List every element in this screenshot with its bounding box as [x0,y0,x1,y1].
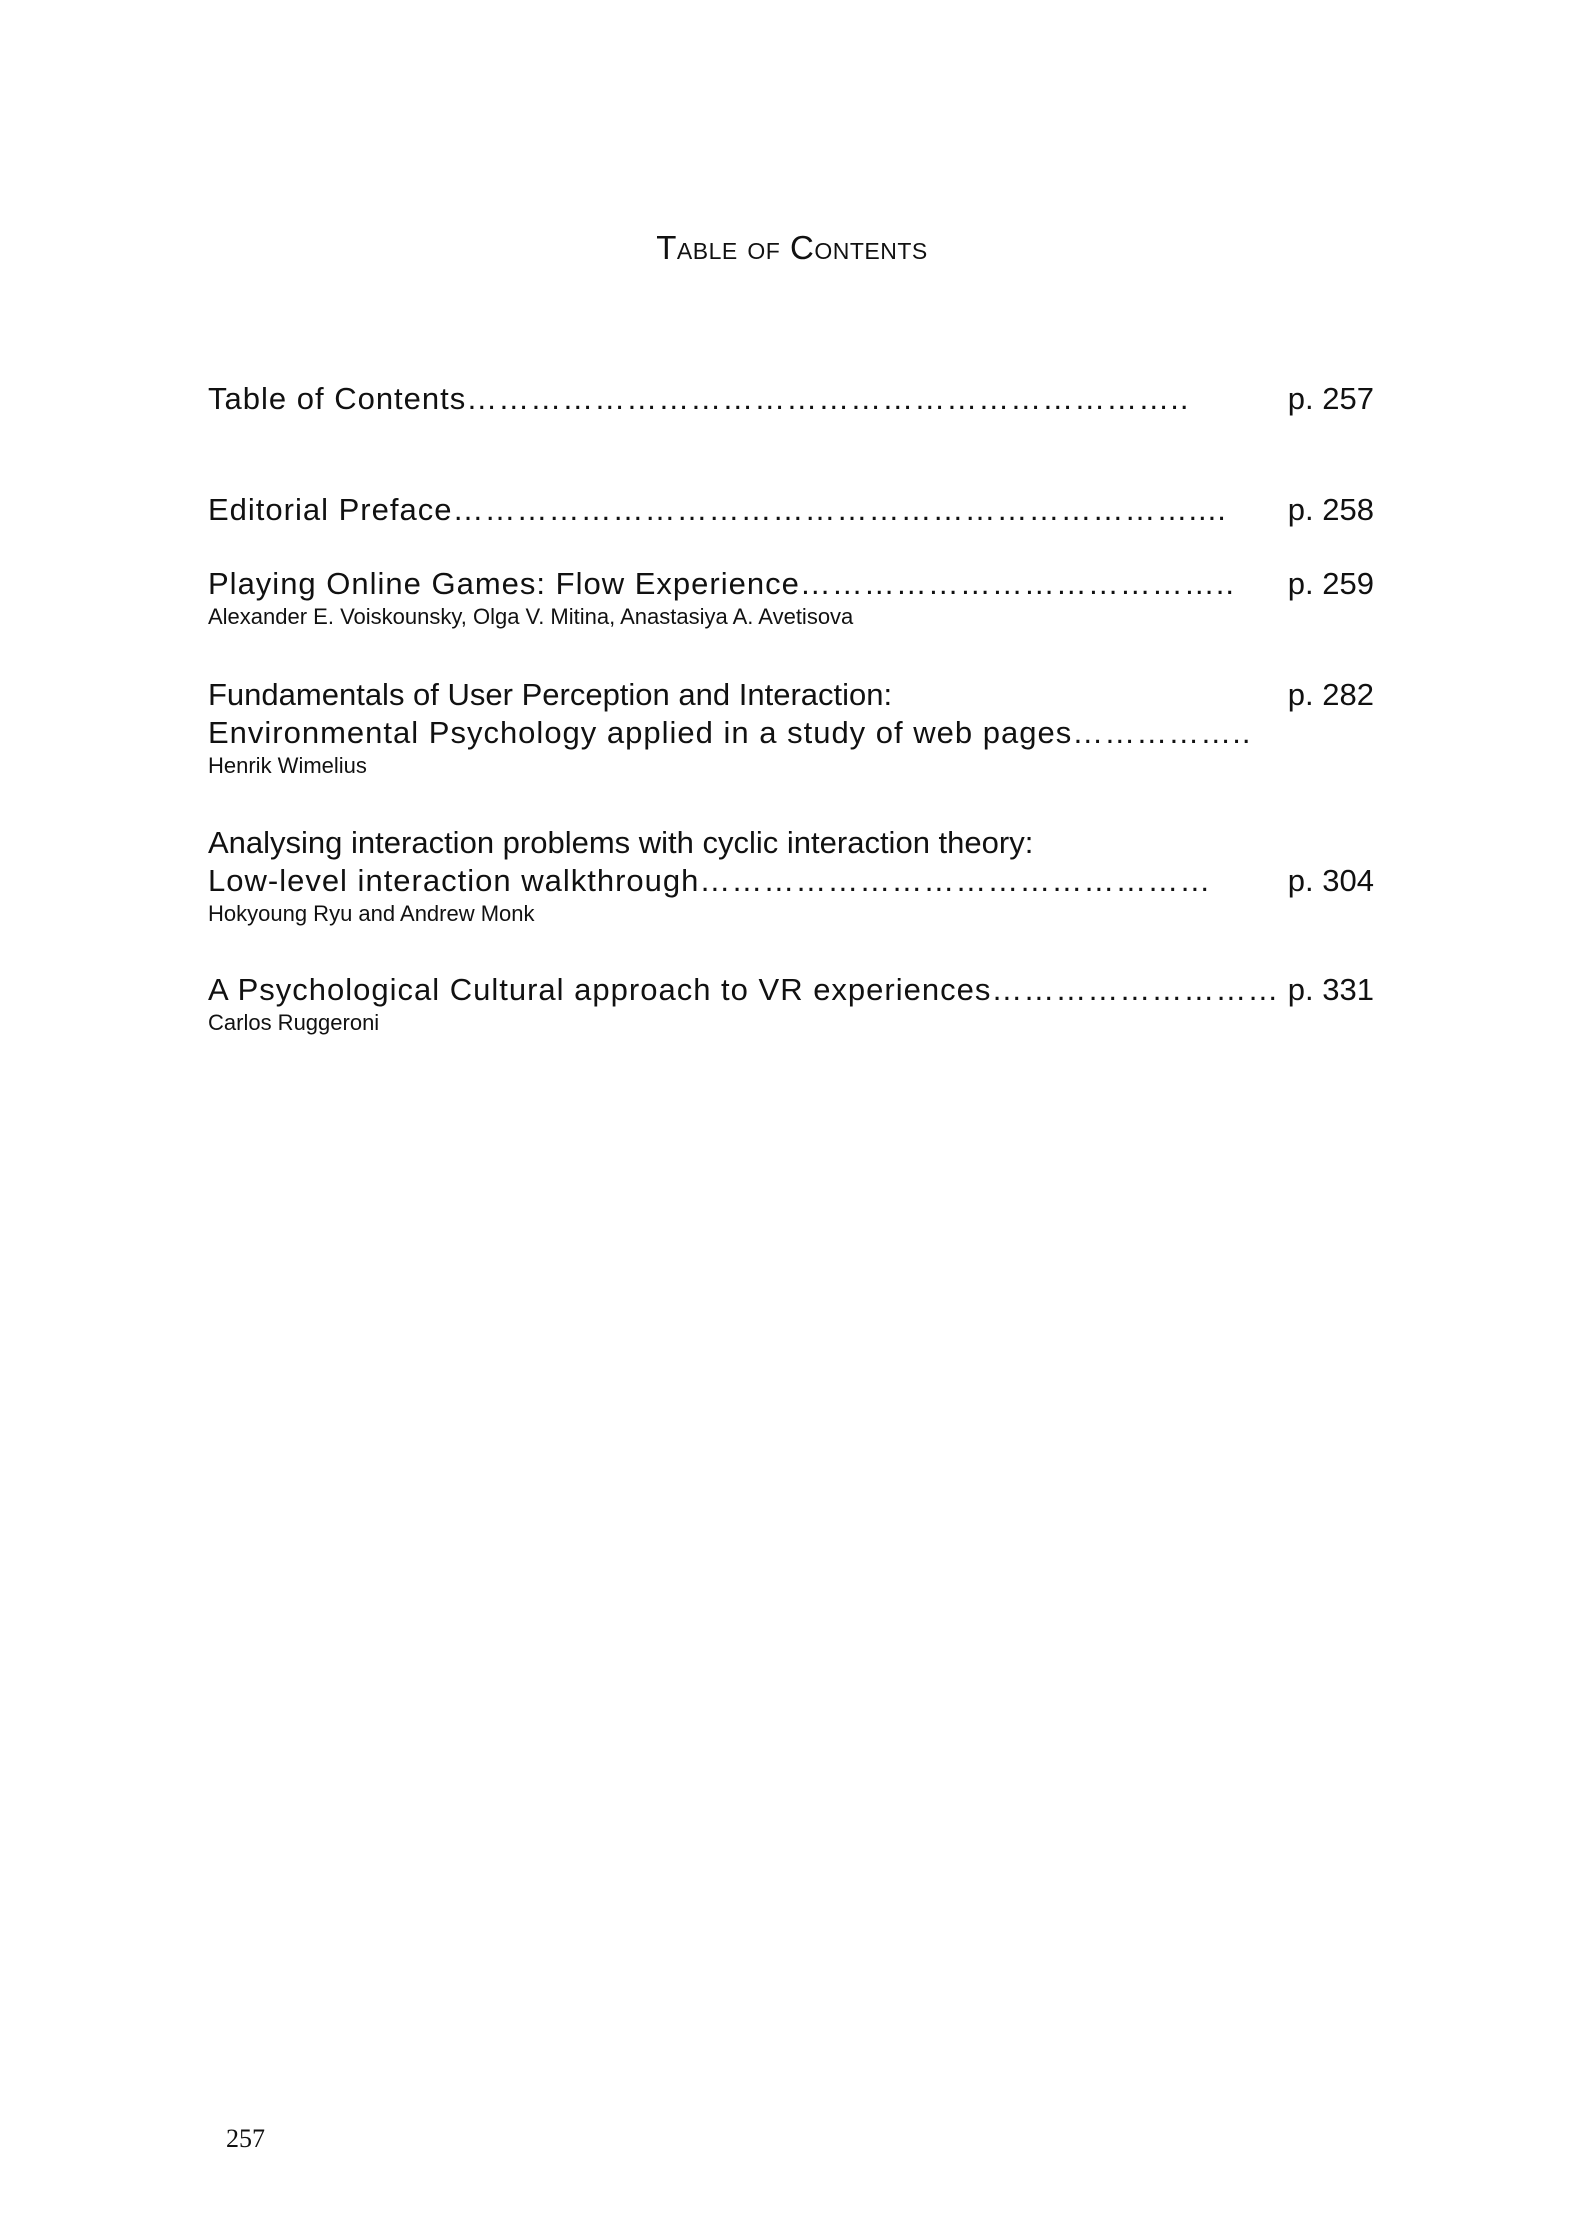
entry-title-line-2 [208,714,1374,752]
toc-entry-editorial-preface [208,491,1374,529]
entry-page-number: p. 331 [1287,972,1374,1007]
entry-title-line [208,971,1374,1009]
toc-entry-analysing-interaction-problems [208,824,1374,927]
entry-title-line [208,676,1374,714]
entry-page-number: p. 304 [1287,863,1374,898]
toc-entry-playing-online-games [208,565,1374,630]
entry-page-number: p. 258 [1287,492,1374,527]
entry-title: Analysing interaction problems with cyclic interaction theory: [208,825,1034,860]
entry-title-continued: Environmental Psychology applied in a study of web pages…………….. [208,715,1252,750]
entry-title: Editorial Preface…………………………………………………………….... [208,492,1227,527]
toc-entry-psychological-cultural-approach [208,971,1374,1036]
entry-title: A Psychological Cultural approach to VR experiences……………………… [208,972,1280,1007]
entry-title: Table of Contents………………………………………………………….. [208,381,1190,416]
entry-page-number: p. 282 [1287,677,1374,712]
entry-title: Fundamentals of User Perception and Interaction: [208,677,893,712]
entry-authors: Alexander E. Voiskounsky, Olga V. Mitina, Anastasiya A. Avetisova [208,604,854,629]
entry-title-line-2 [208,862,1374,900]
page-title: Table of Contents [656,229,928,266]
entry-page-number: p. 257 [1287,381,1374,416]
page-number: 257 [226,2124,265,2153]
entry-title-line [208,565,1374,603]
entry-authors: Carlos Ruggeroni [208,1010,380,1035]
toc-entry-table-of-contents [208,380,1374,418]
entry-authors: Hokyoung Ryu and Andrew Monk [208,901,535,926]
entry-title-line [208,824,1374,862]
entry-title: Playing Online Games: Flow Experience………………………………….. [208,566,1236,601]
entry-page-number: p. 259 [1287,566,1374,601]
entry-title-line [208,380,1374,418]
entry-title-continued: Low-level interaction walkthrough………………………………………… [208,863,1212,898]
entry-authors: Henrik Wimelius [208,753,367,778]
entry-title-line [208,491,1374,529]
toc-entry-fundamentals-of-user-perception [208,676,1374,779]
